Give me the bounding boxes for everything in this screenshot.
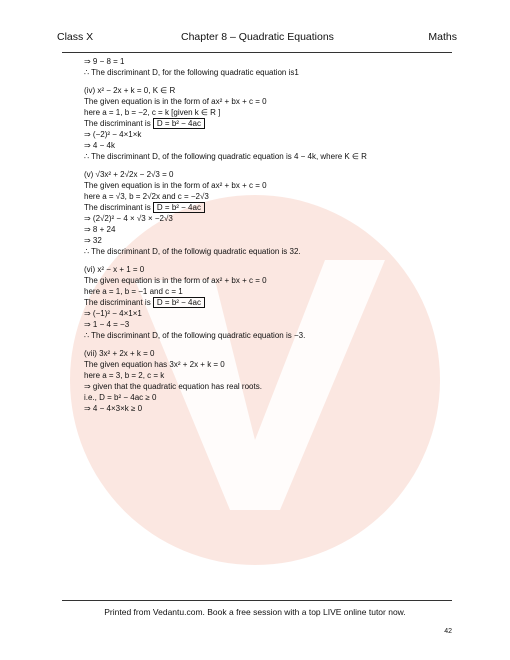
conclusion-line: ∴ The discriminant D, of the following quadratic equation is 4 − 4k, where K ∈ R	[84, 152, 367, 161]
solution-content	[84, 56, 464, 414]
equation-line: ⇒ 4 − 4×3×k ≥ 0	[84, 404, 143, 413]
text-line: ⇒ given that the quadratic equation has real roots.	[84, 382, 262, 391]
footer-text: Printed from Vedantu.com. Book a free session with a top LIVE online tutor now.	[104, 607, 406, 617]
equation-line: ⇒ 9 − 8 = 1	[84, 57, 125, 66]
discriminant-label: The discriminant is	[84, 298, 151, 307]
text-line: here a = 1, b = −1 and c = 1	[84, 287, 183, 296]
header-subject: Maths	[428, 31, 457, 43]
discriminant-formula-box: D = b² − 4ac	[153, 202, 205, 213]
discriminant-line	[84, 118, 464, 129]
equation-line: ⇒ 4 − 4k	[84, 141, 115, 150]
equation-line: ⇒ 8 + 24	[84, 225, 116, 234]
discriminant-formula-box: D = b² − 4ac	[153, 297, 205, 308]
header-chapter: Chapter 8 – Quadratic Equations	[181, 31, 334, 43]
header-divider	[62, 52, 452, 53]
discriminant-formula-box: D = b² − 4ac	[153, 118, 205, 129]
text-line: The given equation is in the form of ax² + bx + c = 0	[84, 276, 267, 285]
conclusion-line: ∴ The discriminant D, of the following quadratic equation is −3.	[84, 331, 306, 340]
conclusion-line: ∴ The discriminant D, of the followig quadratic equation is 32.	[84, 247, 301, 256]
text-line: The given equation is in the form of ax² + bx + c = 0	[84, 97, 267, 106]
text-line: here a = 1, b = −2, c = k [given k ∈ R ]	[84, 108, 221, 117]
question-vi: (vi) x² − x + 1 = 0	[84, 265, 145, 274]
question-v: (v) √3x² + 2√2x − 2√3 = 0	[84, 170, 174, 179]
text-line: here a = √3, b = 2√2x and c = −2√3	[84, 192, 209, 201]
equation-line: ⇒ 32	[84, 236, 102, 245]
equation-line: ⇒ (−2)² − 4×1×k	[84, 130, 142, 139]
equation-line: ⇒ 1 − 4 = −3	[84, 320, 130, 329]
equation-line: ⇒ (−1)² − 4×1×1	[84, 309, 142, 318]
discriminant-label: The discriminant is	[84, 203, 151, 212]
page-header	[57, 31, 457, 45]
text-line: The given equation is in the form of ax² + bx + c = 0	[84, 181, 267, 190]
page-number: 42	[444, 628, 452, 635]
question-iv: (iv) x² − 2x + k = 0, K ∈ R	[84, 86, 176, 95]
discriminant-label: The discriminant is	[84, 119, 151, 128]
conclusion-line: ∴ The discriminant D, for the following quadratic equation is1	[84, 68, 299, 77]
text-line: i.e., D = b² − 4ac ≥ 0	[84, 393, 157, 402]
footer-divider	[62, 600, 452, 601]
question-vii: (vii) 3x² + 2x + k = 0	[84, 349, 155, 358]
text-line: The given equation has 3x² + 2x + k = 0	[84, 360, 225, 369]
text-line: here a = 3, b = 2, c = k	[84, 371, 165, 380]
discriminant-line	[84, 202, 464, 213]
discriminant-line	[84, 297, 464, 308]
equation-line: ⇒ (2√2)² − 4 × √3 × −2√3	[84, 214, 173, 223]
header-class: Class X	[57, 31, 94, 43]
